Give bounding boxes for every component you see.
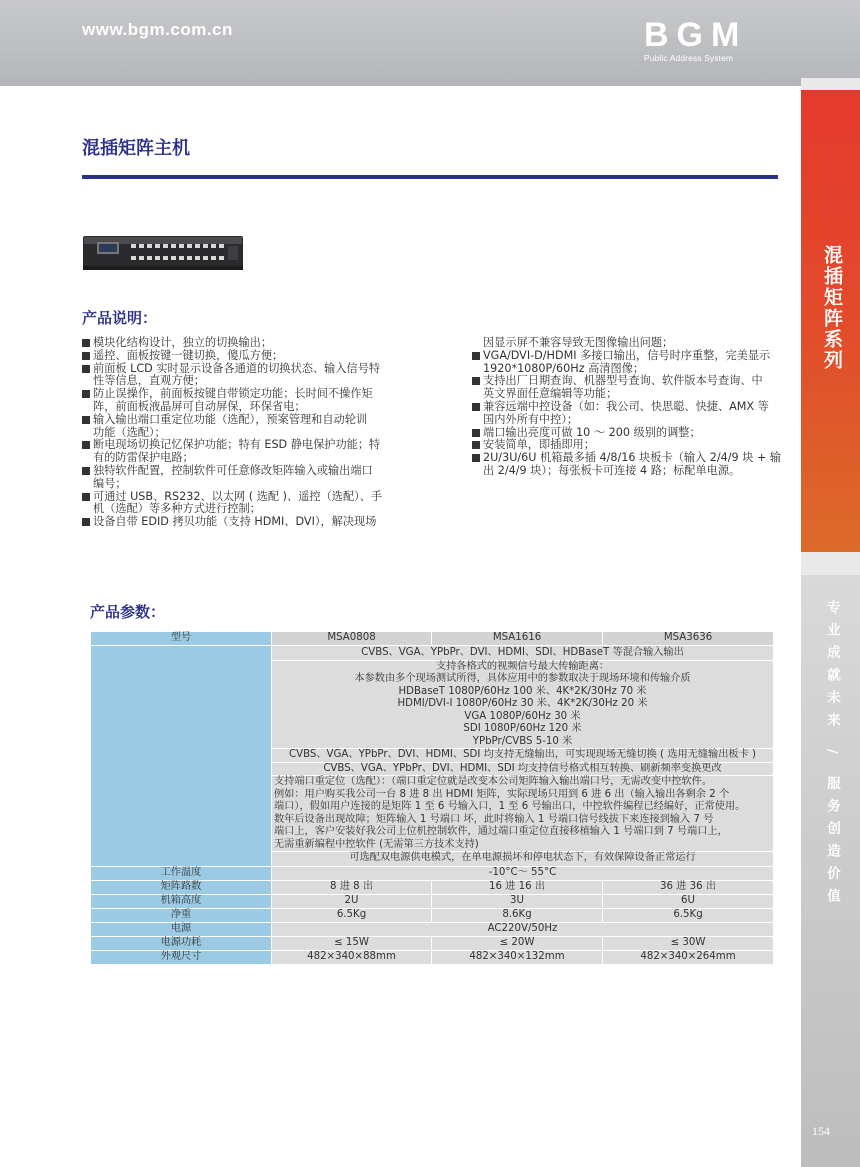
logo-text: BGM bbox=[644, 16, 748, 54]
title-rule bbox=[82, 175, 778, 179]
page-number: 154 bbox=[812, 1124, 830, 1138]
row-value: 482×340×132mm bbox=[432, 950, 603, 964]
row-value: 6.5Kg bbox=[272, 908, 432, 922]
description-right-list bbox=[472, 337, 782, 478]
row-value: 2U bbox=[272, 894, 432, 908]
params-heading: 产品参数： bbox=[90, 603, 166, 621]
list-item: 阵，前面板液晶屏可自动屏保，环保省电； bbox=[93, 399, 306, 413]
feature-line: YPbPr/CVBS 5-10 米 bbox=[472, 735, 573, 747]
feature-line: HDMI/DVI-I 1080P/60Hz 30 米、4K*2K/30Hz 20 米 bbox=[397, 698, 648, 709]
description-heading: 产品说明： bbox=[82, 309, 158, 327]
table-row bbox=[91, 950, 774, 964]
table-row bbox=[91, 922, 774, 936]
row-value: 8 进 8 出 bbox=[272, 880, 432, 894]
row-label: 净重 bbox=[91, 908, 272, 922]
row-label: 电源 bbox=[91, 922, 272, 936]
features-label bbox=[91, 646, 272, 867]
table-row bbox=[91, 866, 774, 880]
list-item: 有的防雷保护电路； bbox=[93, 451, 194, 465]
row-value: ≤ 30W bbox=[603, 936, 774, 950]
list-item: 功能（选配）； bbox=[93, 425, 166, 439]
table-row-header bbox=[91, 632, 774, 646]
spec-table bbox=[90, 631, 774, 965]
list-item: 防止误操作，前面板按键自带锁定功能；长时间不操作矩 bbox=[82, 388, 394, 401]
description-left-list bbox=[82, 337, 394, 529]
list-item: 编号； bbox=[93, 476, 127, 490]
feature-line: HDBaseT 1080P/60Hz 100 米、4K*2K/30Hz 70 米 bbox=[398, 685, 647, 697]
model-cell: MSA1616 bbox=[432, 632, 603, 646]
row-value: 6U bbox=[603, 894, 774, 908]
row-value: 482×340×264mm bbox=[603, 950, 774, 964]
model-cell: MSA0808 bbox=[272, 632, 432, 646]
bgm-logo bbox=[644, 16, 748, 64]
features-cell bbox=[272, 646, 774, 867]
website-url[interactable]: www.bgm.com.cn bbox=[82, 20, 233, 39]
matrix-device-image bbox=[83, 234, 243, 270]
feature-line: CVBS、VGA、YPbPr、DVI、HDMI、SDI 均支持无缝输出，可实现现场无缝切换 ( 选用无缝输出板卡 ) bbox=[272, 748, 773, 762]
feature-line: 支持各格式的视频信号最大传输距离： bbox=[272, 660, 773, 674]
table-row bbox=[91, 894, 774, 908]
list-item: 可通过 USB、RS232、以太网 ( 选配 )、遥控（选配）、手 bbox=[82, 491, 394, 504]
feature-line: VGA 1080P/60Hz 30 米 bbox=[464, 710, 581, 722]
list-item: 支持出厂日期查询、机器型号查询、软件版本号查询、中 bbox=[472, 375, 782, 388]
list-item: 遥控、面板按键一键切换，傻瓜方便； bbox=[82, 350, 394, 363]
slogan: 专业成就未来 / 服务创造价值 bbox=[824, 600, 840, 912]
feature-line: 端口上，客户安装好我公司上位机控制软件，通过端口重定位直接移植输入 1 号端口到 7 号端口上， bbox=[274, 826, 728, 837]
feature-line: CVBS、VGA、YPbPr、DVI、HDMI、SDI 均支持信号格式相互转换、刷新频率变换更改 bbox=[272, 762, 773, 776]
row-value: 6.5Kg bbox=[603, 908, 774, 922]
table-row bbox=[91, 908, 774, 922]
row-label: 外观尺寸 bbox=[91, 950, 272, 964]
list-item: 1920*1080P/60Hz 高清图像； bbox=[483, 361, 645, 375]
list-item: 前面板 LCD 实时显示设备各通道的切换状态、输入信号特 bbox=[82, 363, 394, 376]
row-value: 482×340×88mm bbox=[272, 950, 432, 964]
list-item: 性等信息，直观方便； bbox=[93, 374, 205, 388]
list-item: 断电现场切换记忆保护功能；特有 ESD 静电保护功能；特 bbox=[82, 439, 394, 452]
list-item: 机（选配）等多种方式进行控制； bbox=[93, 502, 261, 516]
list-item: 设备自带 EDID 拷贝功能（支持 HDMI、DVI），解决现场 bbox=[82, 516, 394, 529]
row-value: 36 进 36 出 bbox=[603, 880, 774, 894]
list-item: 独特软件配置，控制软件可任意修改矩阵输入或输出端口 bbox=[82, 465, 394, 478]
header-band bbox=[0, 0, 860, 86]
table-row-features bbox=[91, 646, 774, 867]
feature-line: 可选配双电源供电模式，在单电源损坏和停电状态下，有效保障设备正常运行 bbox=[272, 851, 773, 865]
table-row bbox=[91, 880, 774, 894]
table-row bbox=[91, 936, 774, 950]
row-value: -10°C～ 55°C bbox=[272, 866, 774, 880]
list-item: 2U/3U/6U 机箱最多插 4/8/16 块板卡（输入 2/4/9 块 + 输 bbox=[472, 452, 782, 465]
feature-line: 例如：用户购买我公司一台 8 进 8 出 HDMI 矩阵，实际现场只用到 6 进 6 出（输入输出各剩余 2 个 bbox=[274, 788, 730, 800]
model-label: 型号 bbox=[91, 632, 272, 646]
feature-line: 本参数由多个现场测试所得，具体应用中的参数取决于现场环境和传输介质 bbox=[354, 673, 691, 684]
row-value: AC220V/50Hz bbox=[272, 922, 774, 936]
model-cell: MSA3636 bbox=[603, 632, 774, 646]
list-item: 端口输出亮度可做 10 ～ 200 级别的调整； bbox=[472, 427, 782, 440]
feature-line: 支持端口重定位（选配）：（端口重定位就是改变本公司矩阵输入输出端口号，无需改变中控软件。 bbox=[272, 775, 773, 789]
list-item: 因显示屏不兼容导致无图像输出问题； bbox=[483, 336, 674, 349]
feature-line: 无需重新编程中控软件 (无需第三方技术支持) bbox=[274, 838, 479, 850]
feature-line: 端口），假如用户连接的是矩阵 1 至 6 号输入口，1 至 6 号输出口，中控软件编程已经编好，正常使用。 bbox=[274, 801, 746, 812]
list-item: 出 2/4/9 块）；每张板卡可连接 4 路；标配单电源。 bbox=[483, 463, 741, 477]
row-value: ≤ 15W bbox=[272, 936, 432, 950]
row-label: 工作温度 bbox=[91, 866, 272, 880]
page-title: 混插矩阵主机 bbox=[82, 138, 190, 159]
list-item: 安装简单，即插即用； bbox=[472, 439, 782, 452]
series-title: 混插矩阵系列 bbox=[821, 245, 843, 371]
feature-line: 数年后设备出现故障；矩阵输入 1 号端口 坏，此时将输入 1 号端口信号线拔下来连接到输入 7 号 bbox=[274, 813, 714, 825]
row-value: 3U bbox=[432, 894, 603, 908]
row-value: ≤ 20W bbox=[432, 936, 603, 950]
list-item: 输入输出端口重定位功能（选配），预案管理和自动轮训 bbox=[82, 414, 394, 427]
row-value: 16 进 16 出 bbox=[432, 880, 603, 894]
list-item: 英文界面任意编辑等功能； bbox=[483, 387, 618, 401]
row-label: 矩阵路数 bbox=[91, 880, 272, 894]
feature-line: CVBS、VGA、YPbPr、DVI、HDMI、SDI、HDBaseT 等混合输入输出 bbox=[361, 647, 684, 658]
feature-line: SDI 1080P/60Hz 120 米 bbox=[463, 723, 582, 734]
list-item: 模块化结构设计，独立的切换输出； bbox=[82, 337, 394, 350]
spec-rows bbox=[91, 866, 774, 964]
list-item: VGA/DVI-D/HDMI 多接口输出，信号时序重整，完美显示 bbox=[472, 350, 782, 363]
row-value: 8.6Kg bbox=[432, 908, 603, 922]
list-item: 兼容远端中控设备（如：我公司、快思聪、快捷、AMX 等 bbox=[472, 401, 782, 414]
logo-subtitle: Public Address System bbox=[644, 53, 734, 63]
row-label: 电源功耗 bbox=[91, 936, 272, 950]
row-label: 机箱高度 bbox=[91, 894, 272, 908]
list-item: 国内外所有中控）； bbox=[483, 412, 579, 426]
